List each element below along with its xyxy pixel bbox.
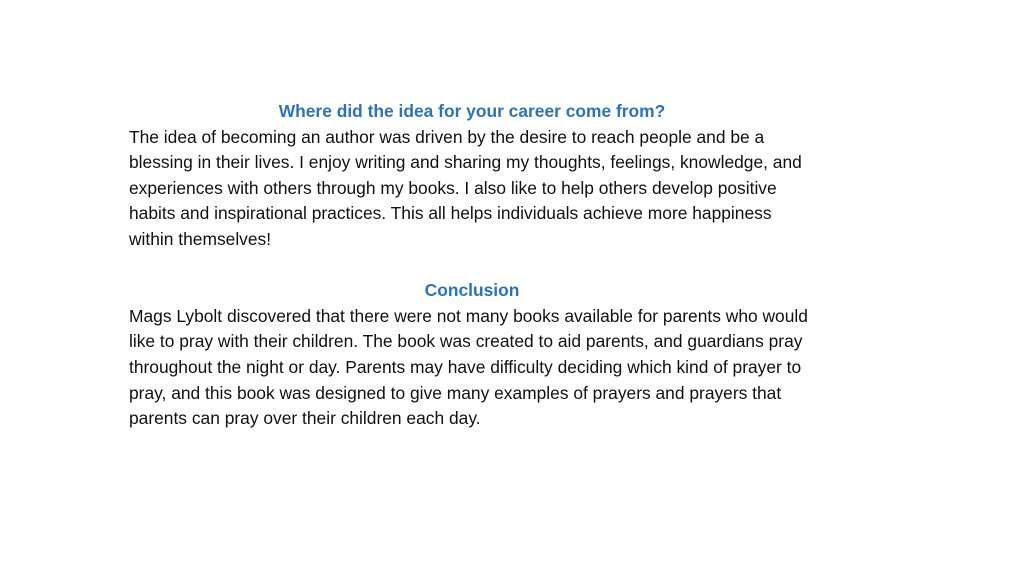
section-heading-career-idea: Where did the idea for your career come from? [278,101,666,121]
section-spacer [129,253,815,279]
section-heading-conclusion: Conclusion [424,280,520,301]
section-body-career-idea: The idea of becoming an author was driven by the desire to reach people and be a blessing in their lives. I enjoy writing and sharing my thoughts, feelings, knowledge, and experiences with others through my books. I also like to help others develop positive habits and inspirational practices. This all helps individuals achieve more happiness within themselves! [129,126,802,249]
section-body-conclusion: Mags Lybolt discovered that there were not many books available for parents who would like to pray with their children. The book was created to aid parents, and guardians pray throughout the night or day. Parents may have difficulty deciding which kind of prayer to pray, and this book was designed to give many examples of prayers and prayers that parents can pray over their children each day. [129,305,808,429]
slide-content [129,99,815,432]
